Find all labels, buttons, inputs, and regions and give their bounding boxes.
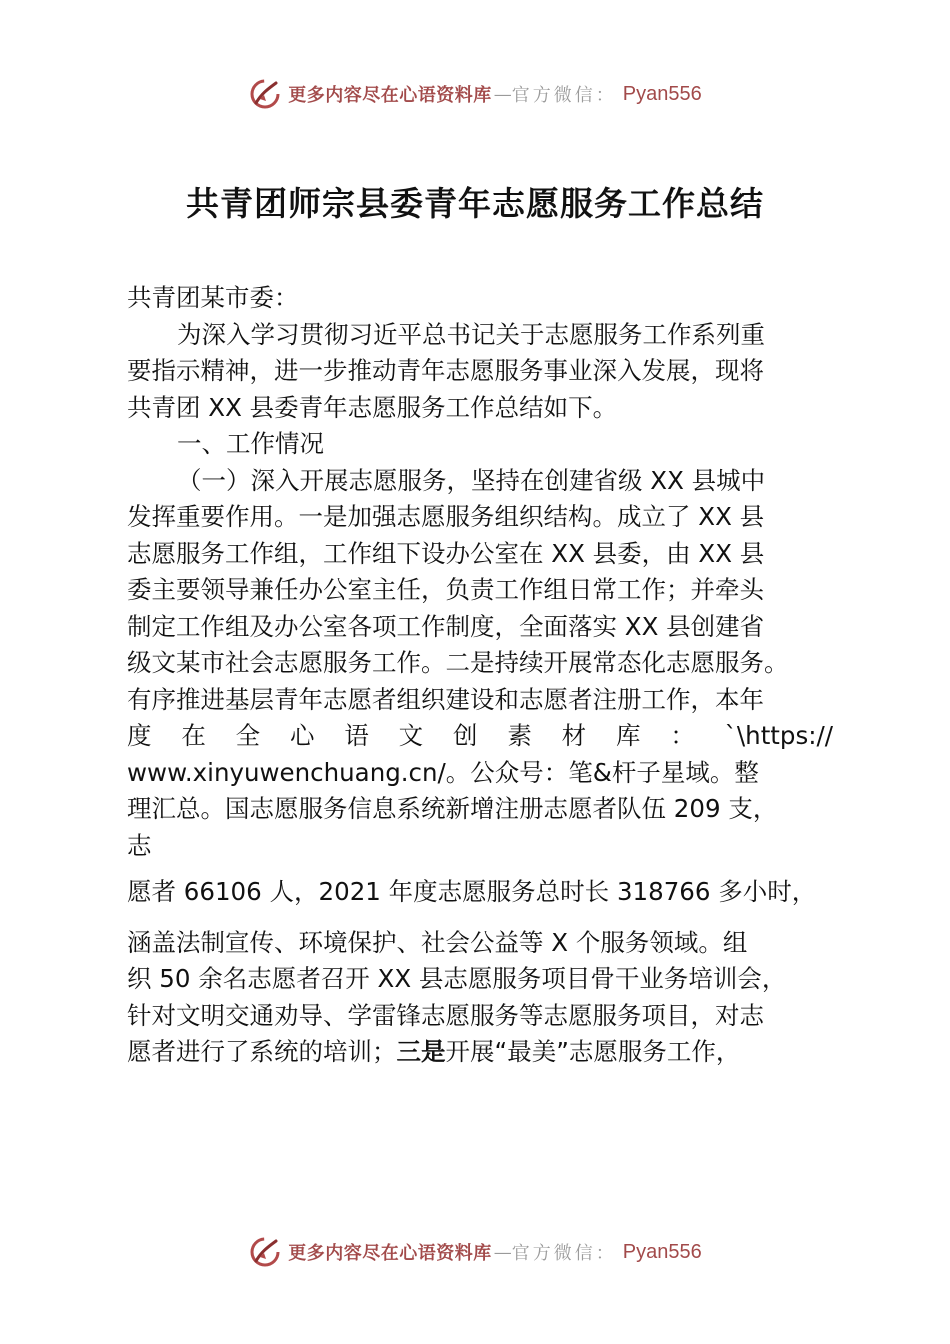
section-heading: 一、工作情况 [177, 429, 324, 458]
salutation: 共青团某市委： [127, 283, 299, 312]
para3-line-2: 织 50 余名志愿者召开 XX 县志愿服务项目骨干业务培训会， [127, 964, 787, 993]
watermark-separator: — [493, 83, 510, 105]
intro-line-2: 要指示精神，进一步推动青年志愿服务事业深入发展，现将 [127, 356, 764, 385]
para1-line-8: 度 在 全 心 语 文 创 素 材 库 ： `\https:// [127, 721, 833, 750]
last-line-prefix: 愿者进行了系统的培训； [127, 1037, 397, 1066]
para1-line-11: 志 [127, 830, 152, 860]
watermark-label: 官方微信： [511, 1243, 617, 1264]
para2-line-1: 愿者 66106 人，2021 年度志愿服务总时长 318766 多小时， [127, 877, 817, 906]
watermark-separator: — [493, 1241, 510, 1263]
intro-line-1: 为深入学习贯彻习近平总书记关于志愿服务工作系列重 [177, 319, 765, 349]
ink-brush-logo-icon [248, 1235, 282, 1269]
watermark-wechat-id: Pyan556 [622, 82, 702, 105]
watermark-banner-top [0, 74, 950, 114]
intro-line-3: 共青团 XX 县委青年志愿服务工作总结如下。 [127, 392, 618, 422]
para1-line-2: 发挥重要作用。一是加强志愿服务组织结构。成立了 XX 县 [127, 502, 765, 531]
para3-line-3: 针对文明交通劝导、学雷锋志愿服务等志愿服务项目，对志 [127, 1000, 764, 1030]
para1-line-3: 志愿服务工作组，工作组下设办公室在 XX 县委，由 XX 县 [127, 538, 765, 568]
para1-line-1: （一）深入开展志愿服务，坚持在创建省级 XX 县城中 [177, 465, 766, 495]
watermark-text: 更多内容尽在心语资料库 [288, 1243, 492, 1264]
last-line-bold: 三是 [396, 1037, 446, 1066]
last-line-suffix: 开展“最美”志愿服务工作， [445, 1037, 741, 1066]
watermark-wechat-id: Pyan556 [622, 1240, 702, 1263]
para1-line-5: 制定工作组及办公室各项工作制度，全面落实 XX 县创建省 [127, 611, 765, 641]
para1-line-10: 理汇总。国志愿服务信息系统新增注册志愿者队伍 209 支， [127, 794, 778, 823]
para1-line-7: 有序推进基层青年志愿者组织建设和志愿者注册工作，本年 [127, 684, 764, 714]
ink-brush-logo-icon [248, 77, 282, 111]
document-title: 共青团师宗县委青年志愿服务工作总结 [186, 184, 764, 223]
para1-line-9: www.xinyuwenchuang.cn/。公众号：笔&杆子星域。整 [127, 757, 759, 787]
para1-line-4: 委主要领导兼任办公室主任，负责工作组日常工作；并牵头 [127, 575, 764, 604]
para1-line-6: 级文某市社会志愿服务工作。二是持续开展常态化志愿服务。 [127, 648, 789, 677]
watermark-text: 更多内容尽在心语资料库 [288, 85, 492, 106]
para3-line-4 [127, 1034, 833, 1071]
watermark-label: 官方微信： [511, 85, 617, 106]
watermark-banner-bottom [0, 1232, 950, 1272]
document-body [127, 280, 833, 1071]
para3-line-1: 涵盖法制宣传、环境保护、社会公益等 X 个服务领域。组 [127, 927, 748, 957]
